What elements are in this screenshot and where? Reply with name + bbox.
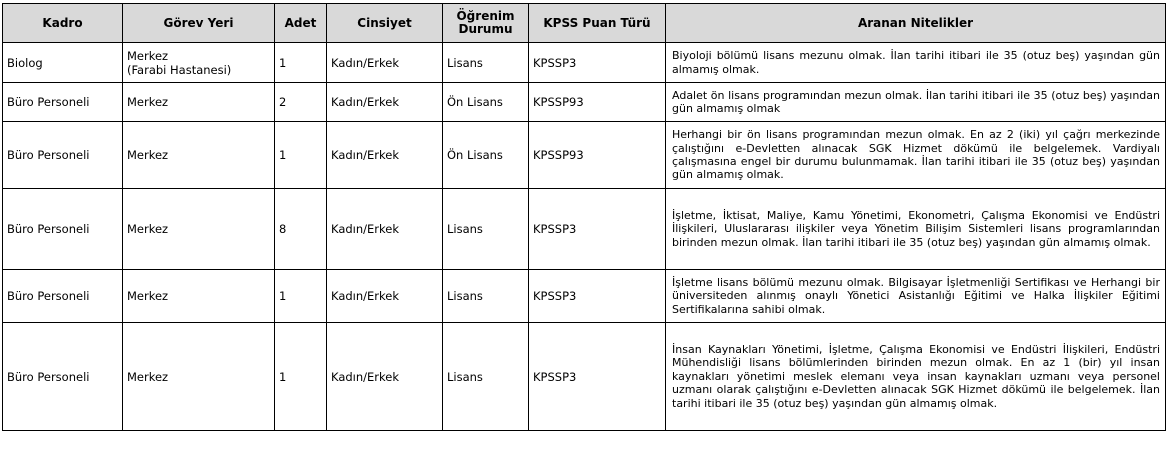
header-cinsiyet: Cinsiyet (327, 4, 443, 43)
cell-kpss-puan-turu: KPSSP93 (529, 83, 666, 122)
cell-adet: 8 (275, 189, 327, 270)
header-row (3, 4, 1166, 43)
cell-kpss-puan-turu: KPSSP3 (529, 189, 666, 270)
table-row (3, 43, 1166, 83)
cell-cinsiyet: Kadın/Erkek (327, 43, 443, 83)
cell-ogrenim-durumu: Ön Lisans (443, 83, 529, 122)
table-row (3, 270, 1166, 323)
cell-ogrenim-durumu: Lisans (443, 270, 529, 323)
cell-ogrenim-durumu: Ön Lisans (443, 122, 529, 189)
cell-kadro: Büro Personeli (3, 323, 123, 431)
cell-aranan-nitelikler: İnsan Kaynakları Yönetimi, İşletme, Çalışma Ekonomisi ve Endüstri İlişkileri, Endüstri Mühendisliği lisans bölümlerinden birinden mezun olmak. En az 1 (bir) yıl insan kaynakları yönetimi meslek elemanı veya insan kaynakları uzmanı veya personel uzmanı olarak çalıştığını e-Devletten alınacak SGK Hizmet dökümü ile belgelemek. İlan tarihi itibari ile 35 (otuz beş) yaşından gün almamış olmak. (666, 323, 1166, 431)
header-ogrenim-line1: Öğrenim (456, 9, 515, 23)
cell-aranan-nitelikler: Biyoloji bölümü lisans mezunu olmak. İlan tarihi itibari ile 35 (otuz beş) yaşından gün almamış olmak. (666, 43, 1166, 83)
cell-kadro: Büro Personeli (3, 83, 123, 122)
cell-aranan-nitelikler: Adalet ön lisans programından mezun olmak. İlan tarihi itibari ile 35 (otuz beş) yaşından gün almamış olmak (666, 83, 1166, 122)
cell-gorev-yeri: Merkez (123, 122, 275, 189)
cell-aranan-nitelikler: İşletme lisans bölümü mezunu olmak. Bilgisayar İşletmenliği Sertifikası ve Herhangi bir üniversiteden alınmış onaylı Yönetici Asistanlığı Eğitimi ve Halka İlişkiler Eğitimi Sertifikalarına sahibi olmak. (666, 270, 1166, 323)
cell-aranan-nitelikler: İşletme, İktisat, Maliye, Kamu Yönetimi, Ekonometri, Çalışma Ekonomisi ve Endüstri İlişkileri, Uluslararası ilişkiler veya Yönetim Bilişim Sistemleri lisans programlarından birinden mezun olmak. İlan tarihi itibari ile 35 (otuz beş) yaşından gün almamış olmak. (666, 189, 1166, 270)
cell-adet: 2 (275, 83, 327, 122)
cell-kadro: Büro Personeli (3, 122, 123, 189)
cell-adet: 1 (275, 323, 327, 431)
cell-kadro: Biolog (3, 43, 123, 83)
table-row (3, 323, 1166, 431)
cell-gorev-yeri: Merkez (123, 189, 275, 270)
cell-gorev-yeri-text: Merkez (127, 48, 169, 63)
table-row (3, 83, 1166, 122)
header-ogrenim-line2: Durumu (458, 22, 513, 36)
cell-ogrenim-durumu: Lisans (443, 323, 529, 431)
cell-gorev-yeri: Merkez (123, 270, 275, 323)
cell-kadro: Büro Personeli (3, 270, 123, 323)
cell-kadro: Büro Personeli (3, 189, 123, 270)
header-kpss-puan-turu: KPSS Puan Türü (529, 4, 666, 43)
job-listings-table (2, 3, 1166, 431)
header-aranan-nitelikler: Aranan Nitelikler (666, 4, 1166, 43)
cell-cinsiyet: Kadın/Erkek (327, 189, 443, 270)
cell-cinsiyet: Kadın/Erkek (327, 83, 443, 122)
cell-adet: 1 (275, 270, 327, 323)
table-row (3, 189, 1166, 270)
cell-kpss-puan-turu: KPSSP93 (529, 122, 666, 189)
cell-ogrenim-durumu: Lisans (443, 43, 529, 83)
cell-adet: 1 (275, 43, 327, 83)
cell-kpss-puan-turu: KPSSP3 (529, 323, 666, 431)
cell-gorev-yeri: Merkez (123, 323, 275, 431)
cell-kpss-puan-turu: KPSSP3 (529, 270, 666, 323)
table-row (3, 122, 1166, 189)
cell-cinsiyet: Kadın/Erkek (327, 122, 443, 189)
cell-cinsiyet: Kadın/Erkek (327, 323, 443, 431)
cell-gorev-yeri (123, 43, 275, 83)
cell-gorev-yeri-note: (Farabi Hastanesi) (127, 62, 232, 77)
header-ogrenim-durumu (443, 4, 529, 43)
header-gorev-yeri: Görev Yeri (123, 4, 275, 43)
cell-gorev-yeri: Merkez (123, 83, 275, 122)
cell-aranan-nitelikler: Herhangi bir ön lisans programından mezun olmak. En az 2 (iki) yıl çağrı merkezinde çalıştığını e-Devletten alınacak SGK Hizmet dökümü ile belgelemek. Vardiyalı çalışmasına engel bir durumu bulunmamak. İlan tarihi itibari ile 35 (otuz beş) yaşından gün almamış olmak. (666, 122, 1166, 189)
header-kadro: Kadro (3, 4, 123, 43)
cell-kpss-puan-turu: KPSSP3 (529, 43, 666, 83)
cell-adet: 1 (275, 122, 327, 189)
cell-ogrenim-durumu: Lisans (443, 189, 529, 270)
header-adet: Adet (275, 4, 327, 43)
cell-cinsiyet: Kadın/Erkek (327, 270, 443, 323)
